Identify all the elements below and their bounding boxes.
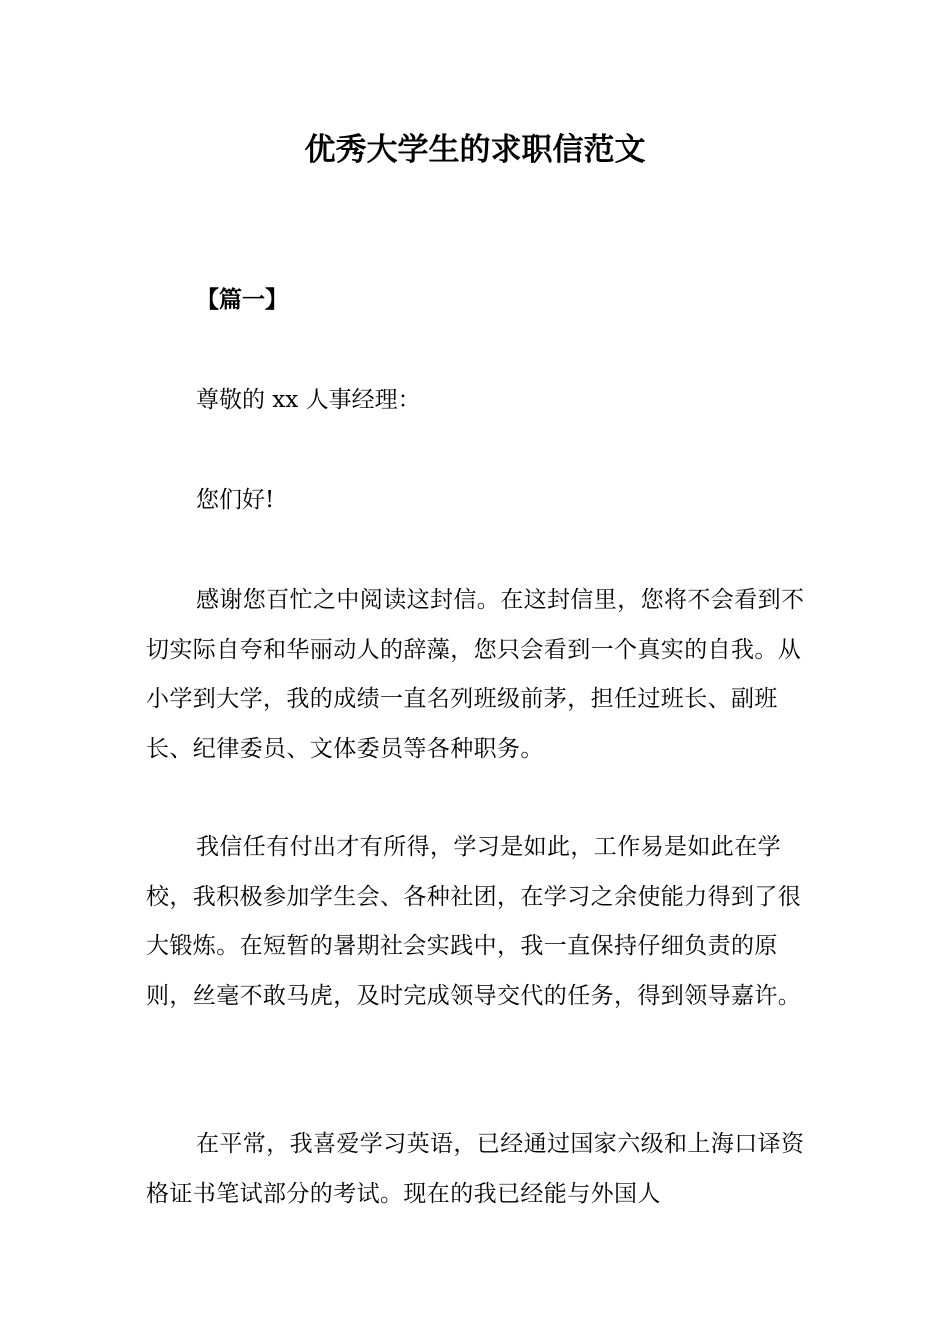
body-paragraph: 我信任有付出才有所得，学习是如此，工作易是如此在学校，我积极参加学生会、各种社团，在学习之余使能力得到了很大锻炼。在短暂的暑期社会实践中，我一直保持仔细负责的原则，丝毫不敢马虎，及时完成领导交代的任务，得到领导嘉许。 xyxy=(146,834,802,1009)
body-paragraph: 感谢您百忙之中阅读这封信。在这封信里，您将不会看到不切实际自夸和华丽动人的辞藻，您只会看到一个真实的自我。从小学到大学，我的成绩一直名列班级前茅，担任过班长、副班长、纪律委员、文体委员等各种职务。 xyxy=(146,587,805,762)
greeting: 您们好! xyxy=(196,487,275,513)
salutation: 尊敬的 xx 人事经理： xyxy=(196,387,421,413)
section-label: 【篇一】 xyxy=(196,286,288,313)
document-title: 优秀大学生的求职信范文 xyxy=(304,132,646,168)
body-paragraph: 在平常，我喜爱学习英语，已经通过国家六级和上海口译资格证书笔试部分的考试。现在的我已经能与外国人 xyxy=(146,1131,805,1207)
